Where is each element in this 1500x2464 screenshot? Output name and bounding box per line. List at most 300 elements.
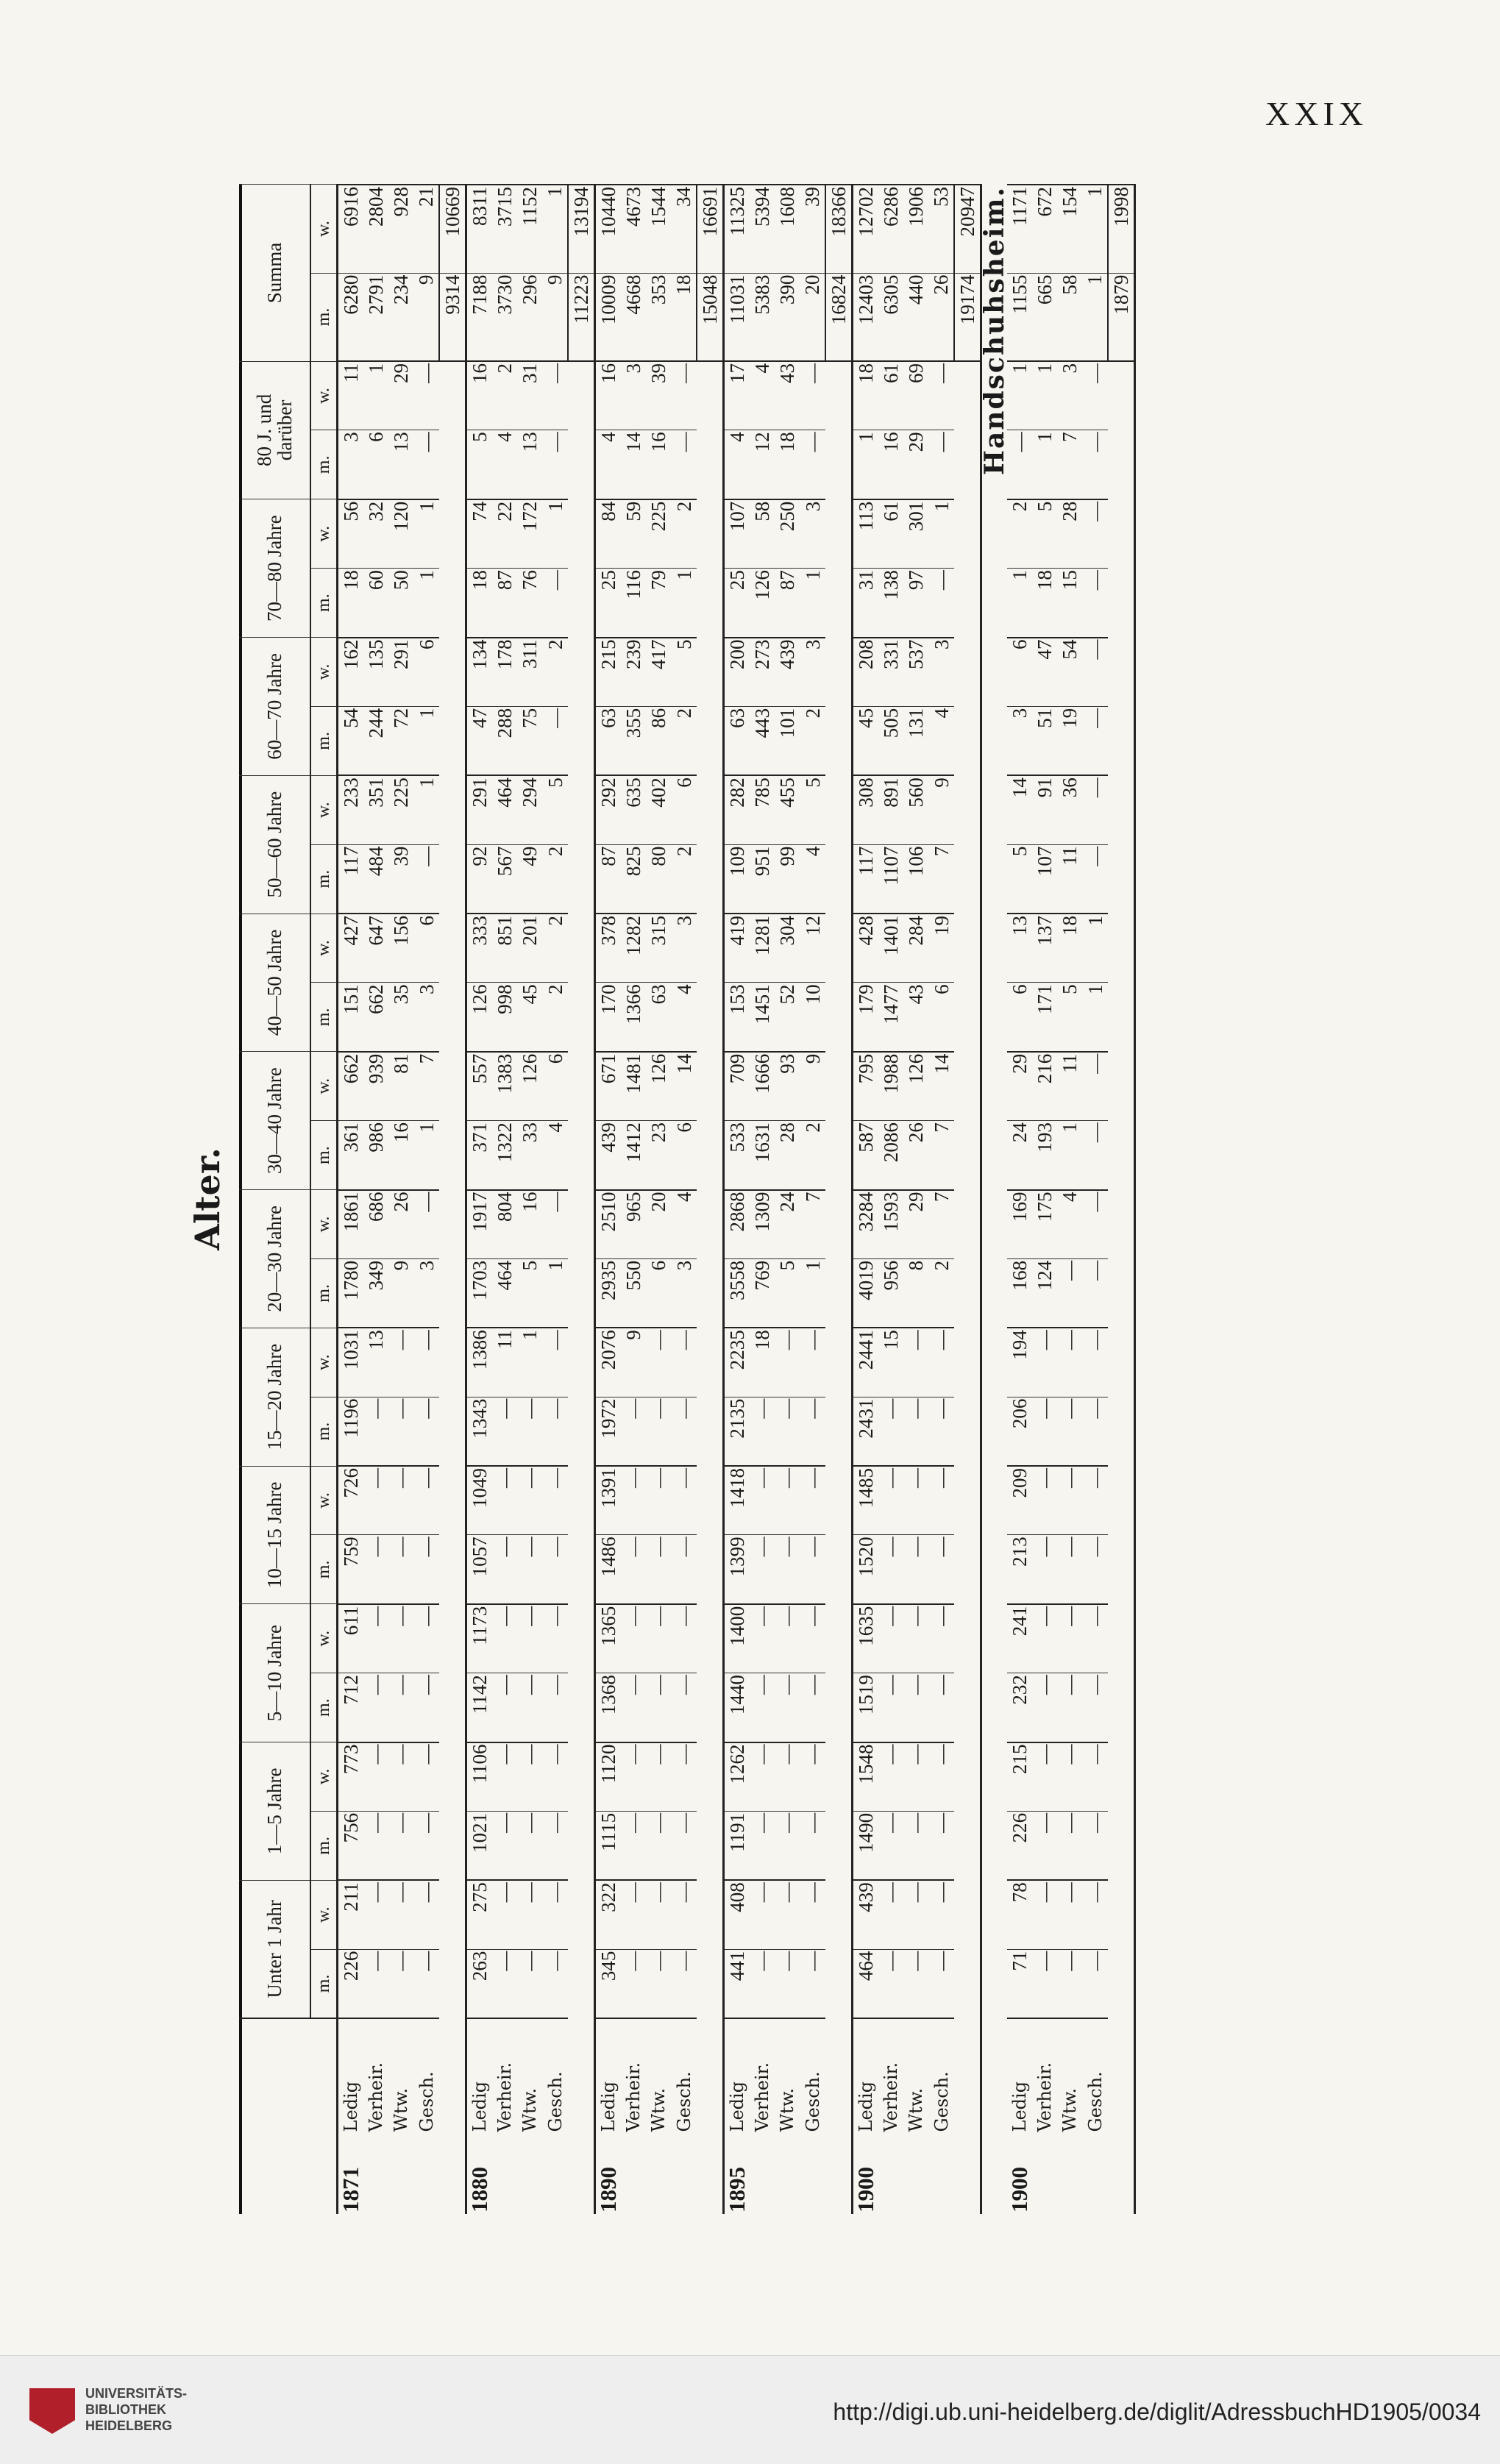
value-cell: 99 (775, 844, 800, 914)
value-cell: 1486 (595, 1535, 622, 1604)
value-cell: 1120 (595, 1742, 622, 1812)
value-cell: 5 (671, 638, 697, 707)
value-cell: — (750, 1673, 775, 1742)
value-cell: 3 (671, 1258, 697, 1328)
value-cell: 69 (903, 361, 928, 430)
value-cell: 1 (542, 499, 568, 569)
value-cell: 1171 (1007, 185, 1032, 273)
value-cell: 671 (595, 1052, 622, 1121)
value-cell: 2935 (595, 1258, 622, 1328)
value-cell: 1366 (621, 983, 646, 1052)
value-cell: 56 (338, 499, 364, 569)
value-cell: 301 (903, 499, 928, 569)
year-cell: 1880 (466, 2167, 492, 2212)
value-cell: 18 (775, 430, 800, 499)
value-cell: 29 (903, 430, 928, 499)
value-cell: 153 (724, 983, 750, 1052)
value-cell: 1155 (1007, 273, 1032, 361)
value-cell: 464 (853, 1949, 879, 2018)
header-male: m. (310, 1121, 338, 1190)
source-url-link[interactable]: http://digi.ub.uni-heidelberg.de/diglit/AdressbuchHD1905/0034 (833, 2399, 1481, 2425)
value-cell: 611 (338, 1604, 364, 1673)
year-cell: 1871 (338, 2167, 363, 2212)
value-cell: 6 (413, 914, 439, 983)
value-cell: 7 (928, 844, 954, 914)
value-cell: 402 (646, 775, 671, 844)
value-cell: — (363, 1673, 388, 1742)
value-cell: 712 (338, 1673, 364, 1742)
value-cell: — (775, 1328, 800, 1397)
value-cell: 1 (413, 1121, 439, 1190)
value-cell: 6286 (878, 185, 903, 273)
value-cell: 168 (1007, 1258, 1032, 1328)
value-cell: — (671, 1811, 697, 1880)
value-cell: — (750, 1604, 775, 1673)
value-cell: 1309 (750, 1190, 775, 1259)
value-cell: 795 (853, 1052, 879, 1121)
value-cell: — (1032, 1673, 1057, 1742)
value-cell: 4 (928, 706, 954, 775)
value-cell: 2 (671, 706, 697, 775)
value-cell: 1 (1082, 185, 1108, 273)
value-cell: 537 (903, 638, 928, 707)
age-census-table (239, 184, 1136, 2214)
value-cell: — (621, 1949, 646, 2018)
value-cell: 11031 (724, 273, 750, 361)
value-cell: — (542, 1673, 568, 1742)
table-row (903, 185, 928, 2214)
value-cell: 28 (775, 1121, 800, 1190)
year-cell: 1900 (1006, 2167, 1032, 2212)
sum-row (697, 185, 724, 2214)
sum-cell: 1879 (1108, 273, 1135, 361)
value-cell: — (1032, 1742, 1057, 1812)
value-cell: 84 (595, 499, 622, 569)
value-cell: 14 (671, 1052, 697, 1121)
value-cell: 137 (1032, 914, 1057, 983)
value-cell: 709 (724, 1052, 750, 1121)
value-cell: 759 (338, 1535, 364, 1604)
value-cell: 12 (750, 430, 775, 499)
sum-cell: 18366 (825, 185, 853, 273)
value-cell: 29 (388, 361, 413, 430)
value-cell: — (1082, 1811, 1108, 1880)
value-cell: 2 (928, 1258, 954, 1328)
value-cell: 1481 (621, 1052, 646, 1121)
value-cell: — (1032, 1811, 1057, 1880)
table-row (338, 185, 364, 2214)
value-cell: 39 (388, 844, 413, 914)
status-cell: Wtw. (517, 2018, 542, 2133)
value-cell: — (413, 1328, 439, 1397)
value-cell: — (542, 1466, 568, 1535)
value-cell: 233 (338, 775, 364, 844)
value-cell: 11 (1057, 844, 1082, 914)
value-cell: 1115 (595, 1811, 622, 1880)
value-cell: — (928, 1811, 954, 1880)
value-cell: 101 (775, 706, 800, 775)
library-name-line3: HEIDELBERG (85, 2418, 173, 2433)
value-cell: 1365 (595, 1604, 622, 1673)
value-cell: 1031 (338, 1328, 364, 1397)
value-cell: 1 (542, 1258, 568, 1328)
value-cell: — (517, 1673, 542, 1742)
value-cell: 200 (724, 638, 750, 707)
value-cell: 773 (338, 1742, 364, 1812)
value-cell: 134 (466, 638, 493, 707)
header-male: m. (310, 1397, 338, 1466)
value-cell: 1 (1082, 983, 1108, 1052)
value-cell: — (363, 1466, 388, 1535)
year-cell (878, 2133, 903, 2214)
value-cell: 201 (517, 914, 542, 983)
value-cell: — (388, 1673, 413, 1742)
value-cell: 672 (1032, 185, 1057, 273)
value-cell: 1519 (853, 1673, 879, 1742)
value-cell: — (775, 1742, 800, 1812)
header-female: w. (310, 185, 338, 273)
year-cell (363, 2133, 388, 2214)
value-cell: 250 (775, 499, 800, 569)
value-cell: 6305 (878, 273, 903, 361)
value-cell: 29 (1007, 1052, 1032, 1121)
value-cell: 6 (646, 1258, 671, 1328)
header-age-group: 1—5 Jahre (239, 1742, 310, 1881)
value-cell: 1 (853, 430, 879, 499)
value-cell: — (621, 1535, 646, 1604)
value-cell: — (800, 1328, 825, 1397)
value-cell: 117 (338, 844, 364, 914)
value-cell: — (492, 1604, 517, 1673)
value-cell: 26 (903, 1121, 928, 1190)
value-cell: — (903, 1328, 928, 1397)
value-cell: 16 (388, 1121, 413, 1190)
value-cell: 3 (413, 1258, 439, 1328)
value-cell: 2 (492, 361, 517, 430)
value-cell: 1262 (724, 1742, 750, 1812)
value-cell: 87 (595, 844, 622, 914)
value-cell: 315 (646, 914, 671, 983)
value-cell: 71 (1007, 1949, 1032, 2018)
value-cell: — (413, 1190, 439, 1259)
value-cell: 24 (775, 1190, 800, 1259)
year-cell (413, 2133, 439, 2214)
value-cell: — (1057, 1397, 1082, 1466)
value-cell: 18 (671, 273, 697, 361)
library-logo-icon[interactable] (29, 2388, 75, 2434)
status-cell: Gesch. (542, 2018, 568, 2133)
value-cell: 1608 (775, 185, 800, 273)
value-cell: 2 (800, 706, 825, 775)
value-cell: 1451 (750, 983, 775, 1052)
year-cell (542, 2133, 568, 2214)
value-cell: 5383 (750, 273, 775, 361)
sum-row-spacer (825, 361, 853, 2214)
value-cell: 175 (1032, 1190, 1057, 1259)
value-cell: 1196 (338, 1397, 364, 1466)
year-cell: 1895 (724, 2167, 750, 2212)
header-female: w. (310, 1328, 338, 1397)
value-cell: 1 (1057, 1121, 1082, 1190)
value-cell: — (750, 1397, 775, 1466)
value-cell: 294 (517, 775, 542, 844)
value-cell: 371 (466, 1121, 493, 1190)
value-cell: — (413, 361, 439, 430)
value-cell: 16 (878, 430, 903, 499)
value-cell: 1635 (853, 1604, 879, 1673)
value-cell: 2791 (363, 273, 388, 361)
sum-row-spacer (568, 361, 595, 2214)
value-cell: 151 (338, 983, 364, 1052)
value-cell: 1191 (724, 1811, 750, 1880)
header-female: w. (310, 638, 338, 707)
value-cell: — (775, 1397, 800, 1466)
value-cell: — (800, 1880, 825, 1949)
table-row (595, 185, 622, 2214)
value-cell: 1142 (466, 1673, 493, 1742)
value-cell: 440 (903, 273, 928, 361)
value-cell: — (1082, 775, 1108, 844)
census-table-stage (188, 184, 1431, 2214)
value-cell: 1152 (517, 185, 542, 273)
value-cell: 1057 (466, 1535, 493, 1604)
value-cell: — (542, 706, 568, 775)
value-cell: — (878, 1604, 903, 1673)
year-cell (646, 2133, 671, 2214)
value-cell: 6 (671, 1121, 697, 1190)
value-cell: — (1082, 569, 1108, 638)
header-age-group: 15—20 Jahre (239, 1328, 310, 1466)
value-cell: — (517, 1811, 542, 1880)
status-cell: Wtw. (775, 2018, 800, 2133)
year-cell: 1900 (853, 2167, 878, 2212)
value-cell: — (646, 1604, 671, 1673)
year-cell: 1890 (595, 2167, 621, 2212)
table-row (388, 185, 413, 2214)
value-cell: 1 (1032, 361, 1057, 430)
value-cell: 31 (853, 569, 879, 638)
value-cell: — (800, 430, 825, 499)
value-cell: 138 (878, 569, 903, 638)
value-cell: — (1032, 1397, 1057, 1466)
value-cell: 13 (1007, 914, 1032, 983)
value-cell: 665 (1032, 273, 1057, 361)
status-cell: Ledig (724, 2018, 750, 2133)
value-cell: 311 (517, 638, 542, 707)
value-cell: 8311 (466, 185, 493, 273)
year-cell (1082, 2133, 1108, 2214)
value-cell: 1631 (750, 1121, 775, 1190)
value-cell: — (621, 1742, 646, 1812)
value-cell: 244 (363, 706, 388, 775)
value-cell: 79 (646, 569, 671, 638)
value-cell: — (1082, 638, 1108, 707)
status-cell: Verheir. (1032, 2018, 1057, 2133)
value-cell: 986 (363, 1121, 388, 1190)
value-cell: 126 (466, 983, 493, 1052)
sum-row (954, 185, 981, 2214)
status-cell: Wtw. (903, 2018, 928, 2133)
value-cell: 378 (595, 914, 622, 983)
value-cell: — (542, 1535, 568, 1604)
value-cell: 179 (853, 983, 879, 1052)
status-cell: Ledig (338, 2018, 364, 2133)
value-cell: 49 (517, 844, 542, 914)
value-cell: 1548 (853, 1742, 879, 1812)
value-cell: 18 (1057, 914, 1082, 983)
value-cell: 726 (338, 1466, 364, 1535)
value-cell: 215 (595, 638, 622, 707)
value-cell: 21 (413, 185, 439, 273)
value-cell: 225 (646, 499, 671, 569)
value-cell: — (1032, 1880, 1057, 1949)
status-cell: Ledig (853, 2018, 879, 2133)
value-cell: 24 (1007, 1121, 1032, 1190)
status-cell: Verheir. (363, 2018, 388, 2133)
header-female: w. (310, 914, 338, 983)
value-cell: 353 (646, 273, 671, 361)
value-cell: 567 (492, 844, 517, 914)
library-name[interactable] (85, 2385, 187, 2434)
value-cell: 18 (466, 569, 493, 638)
status-cell: Verheir. (492, 2018, 517, 2133)
value-cell: 1477 (878, 983, 903, 1052)
value-cell: 1 (928, 499, 954, 569)
table-row (492, 185, 517, 2214)
value-cell: — (878, 1673, 903, 1742)
value-cell: 22 (492, 499, 517, 569)
value-cell: 1021 (466, 1811, 493, 1880)
value-cell: 51 (1032, 706, 1057, 775)
value-cell: 6280 (338, 273, 364, 361)
value-cell: 361 (338, 1121, 364, 1190)
value-cell: 226 (338, 1949, 364, 2018)
sum-row-spacer (439, 361, 466, 2214)
header-female: w. (310, 1190, 338, 1259)
value-cell: 1 (800, 569, 825, 638)
table-row (750, 185, 775, 2214)
value-cell: — (621, 1811, 646, 1880)
value-cell: 58 (1057, 273, 1082, 361)
table-row (542, 185, 568, 2214)
value-cell: 16 (646, 430, 671, 499)
value-cell: 107 (1032, 844, 1057, 914)
value-cell: 345 (595, 1949, 622, 2018)
status-cell: Ledig (595, 2018, 622, 2133)
value-cell: 1666 (750, 1052, 775, 1121)
value-cell: — (750, 1811, 775, 1880)
value-cell: 1485 (853, 1466, 879, 1535)
status-cell: Ledig (466, 2018, 493, 2133)
value-cell: 36 (1057, 775, 1082, 844)
value-cell: — (903, 1604, 928, 1673)
table-row (1082, 185, 1108, 2214)
value-cell: — (928, 1673, 954, 1742)
value-cell: 7 (800, 1190, 825, 1259)
value-cell: 2 (542, 914, 568, 983)
value-cell: 11325 (724, 185, 750, 273)
value-cell: — (1057, 1673, 1082, 1742)
value-cell: 13 (363, 1328, 388, 1397)
value-cell: 34 (671, 185, 697, 273)
value-cell: 58 (750, 499, 775, 569)
value-cell: — (1057, 1466, 1082, 1535)
status-cell: Wtw. (1057, 2018, 1082, 2133)
value-cell: 851 (492, 914, 517, 983)
table-row (800, 185, 825, 2214)
value-cell: 1906 (903, 185, 928, 273)
value-cell: — (492, 1535, 517, 1604)
value-cell: — (413, 1466, 439, 1535)
value-cell: 1401 (878, 914, 903, 983)
sum-cell: 11223 (568, 273, 595, 361)
value-cell: 647 (363, 914, 388, 983)
value-cell: 331 (878, 638, 903, 707)
header-male: m. (310, 1258, 338, 1328)
value-cell: 1 (1007, 361, 1032, 430)
sum-cell: 9314 (439, 273, 466, 361)
value-cell: — (388, 1742, 413, 1812)
value-cell: — (621, 1880, 646, 1949)
value-cell: 5 (517, 1258, 542, 1328)
table-row (1032, 185, 1057, 2214)
value-cell: 14 (621, 430, 646, 499)
value-cell: 78 (1007, 1880, 1032, 1949)
value-cell: — (542, 430, 568, 499)
value-cell: 113 (853, 499, 879, 569)
value-cell: 6 (542, 1052, 568, 1121)
section-title: Handschuhsheim. (979, 186, 1010, 476)
value-cell: — (800, 1949, 825, 2018)
value-cell: 225 (388, 775, 413, 844)
value-cell: 662 (363, 983, 388, 1052)
value-cell: — (388, 1397, 413, 1466)
value-cell: 169 (1007, 1190, 1032, 1259)
value-cell: 10009 (595, 273, 622, 361)
value-cell: 16 (595, 361, 622, 430)
value-cell: — (492, 1949, 517, 2018)
value-cell: 804 (492, 1190, 517, 1259)
table-row (853, 185, 879, 2214)
sum-row (439, 185, 466, 2214)
value-cell: 19 (1057, 706, 1082, 775)
header-age-group: 20—30 Jahre (239, 1190, 310, 1328)
sum-row-spacer (697, 361, 724, 2214)
value-cell: — (903, 1673, 928, 1742)
value-cell: — (1082, 1535, 1108, 1604)
header-age-group: 80 J. und darüber (239, 361, 310, 499)
value-cell: 825 (621, 844, 646, 914)
value-cell: 208 (853, 638, 879, 707)
value-cell: — (878, 1397, 903, 1466)
value-cell: 211 (338, 1880, 364, 1949)
year-cell (903, 2133, 928, 2214)
value-cell: 43 (903, 983, 928, 1052)
value-cell: — (621, 1397, 646, 1466)
value-cell: 7 (413, 1052, 439, 1121)
value-cell: 1490 (853, 1811, 879, 1880)
value-cell: 4 (671, 983, 697, 1052)
header-female: w. (310, 1742, 338, 1812)
value-cell: — (775, 1604, 800, 1673)
value-cell: — (1057, 1742, 1082, 1812)
value-cell: — (646, 1673, 671, 1742)
value-cell: 439 (595, 1121, 622, 1190)
value-cell: 455 (775, 775, 800, 844)
value-cell: — (671, 1397, 697, 1466)
value-cell: — (775, 1673, 800, 1742)
value-cell: 408 (724, 1880, 750, 1949)
